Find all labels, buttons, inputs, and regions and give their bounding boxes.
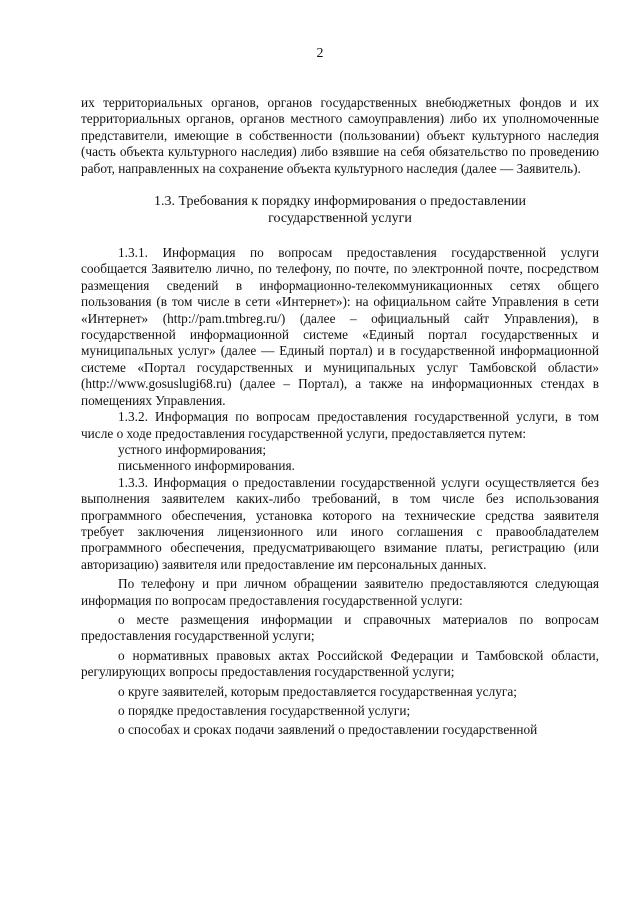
section-heading-line-1: 1.3. Требования к порядку информирования о предоставлении	[154, 194, 526, 210]
info-item-legal-acts: о нормативных правовых актах Российской Федерации и Тамбовской области, регулирующих вопросы предоставления государственной услуги;	[81, 647, 599, 680]
paragraph-1-3-3: 1.3.3. Информация о предоставлении государственной услуги осуществляется без выполнения заявителем каких-либо требований, в том числе без использования программного обеспечения, установка которого на технические средства заявителя требует заключения лицензионного или иного соглашения с правообладателем программного обеспечения, предусматривающего взимание платы, регистрацию (или авторизацию) заявителя или предоставление им персональных данных.	[81, 474, 599, 572]
method-item-written: письменного информирования.	[118, 458, 295, 474]
info-item-placement: о месте размещения информации и справочных материалов по вопросам предоставления государственной услуги;	[81, 611, 599, 644]
info-item-procedure: о порядке предоставления государственной услуги;	[118, 703, 411, 718]
section-heading	[81, 193, 599, 227]
paragraph-phone-info: По телефону и при личном обращении заявителю предоставляются следующая информация по вопросам предоставления государственной услуги:	[81, 576, 599, 608]
info-item-applicants: о круге заявителей, которым предоставляется государственная услуга;	[118, 683, 517, 699]
info-item-submission: о способах и сроках подачи заявлений о предоставлении государственной	[118, 722, 538, 738]
paragraph-1-3-2: 1.3.2. Информация по вопросам предоставления государственной услуги, в том числе о ходе предоставления государственной услуги, предоставляется путем:	[81, 409, 599, 441]
page-number: 2	[316, 46, 324, 61]
intro-paragraph: их территориальных органов, органов государственных внебюджетных фондов и их территориальных органов, органов местного самоуправления) либо их уполномоченные представители, имеющие в собственности (пользовании) объект культурного наследия (часть объекта культурного наследия) либо взявшие на себя обязательство по проведению работ, направленных на сохранение объекта культурного наследия (далее — Заявитель).	[81, 95, 599, 176]
document-body	[81, 95, 599, 739]
section-heading-line-2: государственной услуги	[268, 211, 412, 227]
method-item-oral: устного информирования;	[118, 441, 267, 457]
paragraph-1-3-1: 1.3.1. Информация по вопросам предоставления государственной услуги сообщается Заявителю лично, по телефону, по почте, по электронной почте, посредством размещения сведений в информационно-телекоммуникационных сетях общего пользования (в том числе в сети «Интернет»): на официальном сайте Управления в сети «Интернет» (http://pam.tmbreg.ru/) (далее – официальный сайт Управления), в государственной информационной системе «Единый портал государственных и муниципальных услуг» (далее — Единый портал) и в государственной информационной системе «Портал государственных и муниципальных услуг Тамбовской области» (http://www.gosuslugi68.ru) (далее – Портал), а также на информационных стендах в помещениях Управления.	[81, 245, 599, 408]
info-list	[81, 612, 599, 739]
